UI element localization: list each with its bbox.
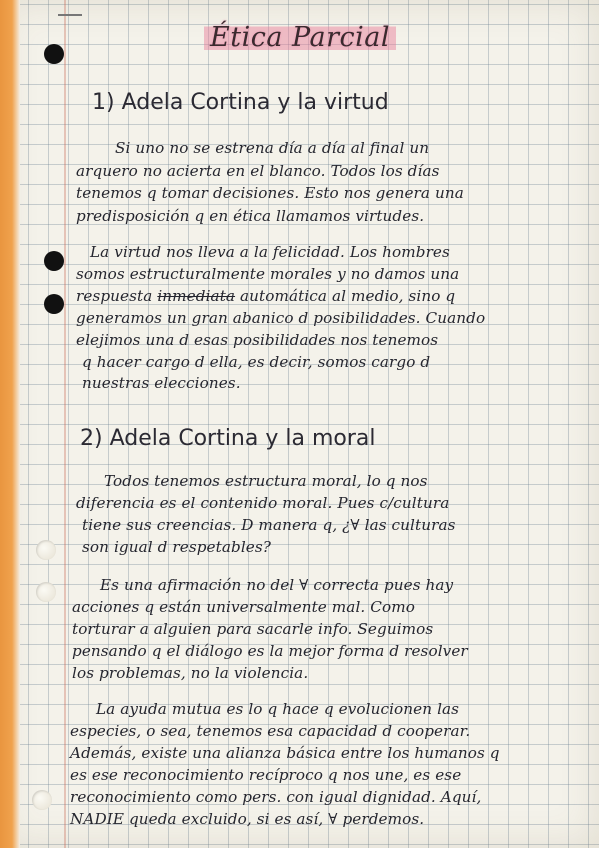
page-title: Ética Parcial	[200, 22, 400, 53]
text-line: son igual d respetables?	[82, 538, 272, 556]
text-line: nuestras elecciones.	[82, 374, 241, 392]
binder-hole-2	[44, 251, 64, 271]
text-line: Todos tenemos estructura moral, lo q nos	[104, 472, 428, 490]
text-line: diferencia es el contenido moral. Pues c/cultura	[76, 494, 450, 512]
text-line: reconocimiento como pers. con igual dignidad. Aquí,	[70, 788, 482, 806]
binder-hole-6	[32, 790, 52, 810]
text-line: acciones q están universalmente mal. Como	[72, 598, 415, 616]
text-line: Además, existe una alianza básica entre los humanos q	[70, 744, 500, 762]
text-line: NADIE queda excluido, si es así, ∀ perdemos.	[70, 810, 425, 828]
text-line: los problemas, no la violencia.	[72, 664, 309, 682]
text-line: especies, o sea, tenemos esa capacidad d cooperar.	[70, 722, 471, 740]
binder-hole-4	[36, 540, 56, 560]
text-line: predisposición q en ética llamamos virtudes.	[76, 207, 425, 225]
binder-hole-5	[36, 582, 56, 602]
text-line: La virtud nos lleva a la felicidad. Los hombres	[90, 243, 450, 261]
margin-rule	[64, 0, 66, 848]
binder-hole-3	[44, 294, 64, 314]
text-line: tiene sus creencias. D manera q, ¿∀ las culturas	[82, 516, 456, 534]
text-line: q hacer cargo d ella, es decir, somos cargo d	[82, 353, 431, 371]
section-heading-1: 1) Adela Cortina y la virtud	[92, 90, 389, 115]
page-edge-margin	[0, 0, 20, 848]
text-line: generamos un gran abanico d posibilidades. Cuando	[76, 309, 486, 327]
top-rule-mark	[58, 14, 82, 16]
text-line: tenemos q tomar decisiones. Esto nos genera una	[76, 184, 464, 202]
text-line: La ayuda mutua es lo q hace q evolucionen las	[96, 700, 460, 718]
text-line: elejimos una d esas posibilidades nos tenemos	[76, 331, 439, 349]
text-line: arquero no acierta en el blanco. Todos los días	[76, 162, 440, 180]
text-line: Si uno no se estrena día a día al final un	[115, 139, 430, 157]
text-line: es ese reconocimiento recíproco q nos une, es ese	[70, 766, 462, 784]
text-line: respuesta inmediata automática al medio, sino q	[76, 287, 456, 305]
struck-word: inmediata	[157, 287, 236, 305]
text-line: Es una afirmación no del ∀ correcta pues hay	[100, 576, 454, 594]
binder-hole-1	[44, 44, 64, 64]
text-line: torturar a alguien para sacarle info. Seguimos	[72, 620, 434, 638]
section-heading-2: 2) Adela Cortina y la moral	[80, 426, 376, 451]
text-line: somos estructuralmente morales y no damos una	[76, 265, 460, 283]
text-line: pensando q el diálogo es la mejor forma d resolver	[72, 642, 468, 660]
